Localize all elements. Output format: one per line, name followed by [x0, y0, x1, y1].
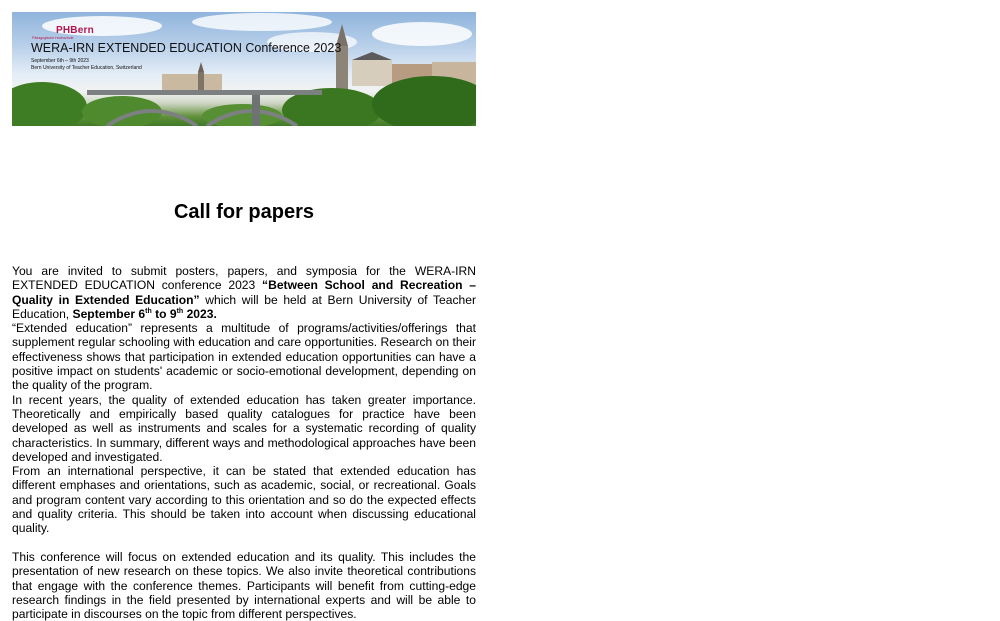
- paragraph-conference-focus: This conference will focus on extended education and its quality. This includes the presentation of new research on these topics. We also invite theoretical contributions that engage with the conference themes. Participants will benefit from cutting-edge research findings in the field presented by international experts and will be able to participate in discourses on the topic from different perspectives.: [12, 549, 476, 621]
- banner-location: Bern University of Teacher Education, Switzerland: [31, 65, 142, 71]
- phbern-logo-subtitle: Pädagogische Hochschule: [32, 36, 74, 40]
- conference-dates: [73, 307, 217, 321]
- intro-text-venue: which will be held at Bern University of Teacher Education,: [12, 292, 476, 321]
- banner-title: WERA-IRN EXTENDED EDUCATION Conference 2023: [31, 41, 342, 55]
- paragraph-quality: In recent years, the quality of extended education has taken greater importance. Theoretically and empirically based quality catalogues for practice have been developed as well as instruments and scales for a systematic recording of quality characteristics. In summary, different ways and methodological approaches have been developed and investigated.: [12, 392, 476, 464]
- conference-theme: “Between School and Recreation – Quality in Extended Education”: [12, 278, 476, 307]
- date-suffix: th: [145, 307, 152, 315]
- document-body: [12, 264, 476, 621]
- page-title: Call for papers: [173, 201, 315, 223]
- paragraph-definition: “Extended education” represents a multitude of programs/activities/offerings that supplement regular schooling with education and care opportunities. Research on their effectiveness shows that participation in extended education opportunities can have a positive impact on students' academic or socio-emotional development, depending on the quality of the program.: [12, 321, 476, 393]
- date-end: to 9: [151, 306, 177, 321]
- date-start: September 6: [72, 306, 146, 321]
- intro-paragraph: [12, 264, 476, 321]
- date-year: 2023.: [183, 306, 217, 321]
- paragraph-international: From an international perspective, it can be stated that extended education has different emphases and orientations, such as academic, social, or recreational. Goals and program content vary according to this orientation and so do the expected effects and quality criteria. This should be taken into account when discussing educational quality.: [12, 464, 476, 536]
- phbern-logo: PHBern: [56, 25, 94, 36]
- conference-banner: [12, 12, 476, 126]
- banner-dates: September 6th – 9th 2023: [31, 58, 89, 64]
- date-suffix: th: [176, 307, 184, 315]
- intro-text: You are invited to submit posters, papers, and symposia for the WERA-IRN EXTENDED EDUCATION conference 2023: [12, 264, 476, 293]
